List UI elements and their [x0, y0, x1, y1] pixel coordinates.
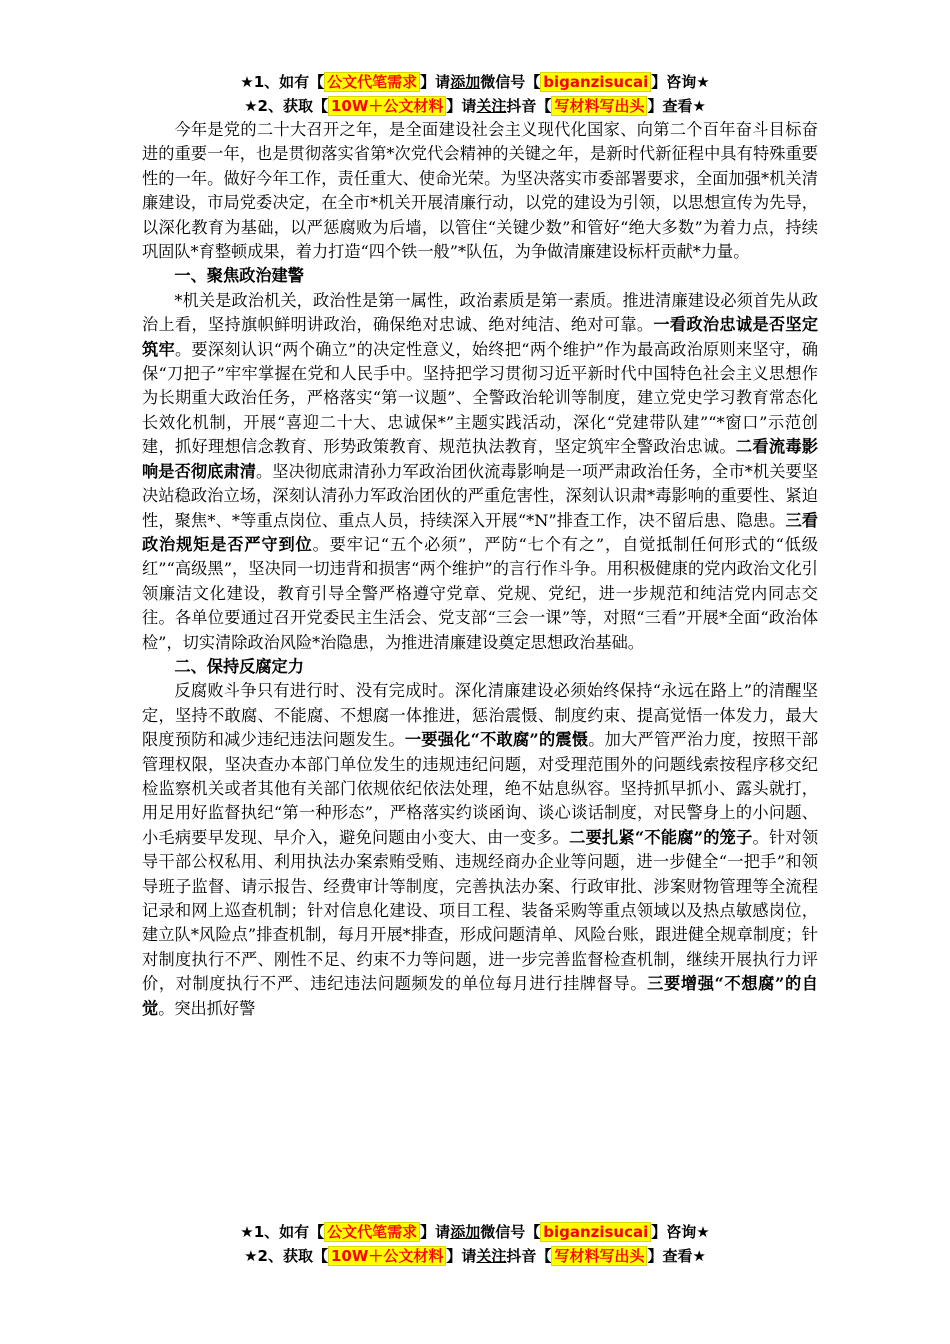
paragraph-text: 。加大严管严治力度，按照干部管理权限，坚决查办本部门单位发生的违规违纪问题，对受理范围外的问题线索按程序移交纪检监察机关或者其他有关部门依规依纪依法处理，绝不姑息纵容。坚持抓早抓小、露头就打，用足用好监督执纪“第一种形态”，严格落实约谈函询、谈心谈话制度，对民警身上的小问题、小毛病要早发现、早介入，避免问题由小变大、由一变多。	[142, 730, 818, 847]
bold-point: 三看政治规矩是否严守到位	[142, 510, 818, 554]
paragraph-text: *机关是政治机关，政治性是第一属性，政治素质是第一素质。推进清廉建设必须首先从政治上看，坚持旗帜鲜明讲政治，确保绝对忠诚、绝对纯洁、绝对可靠。	[142, 290, 818, 335]
banner-highlight: 10W＋公文材料	[328, 1246, 446, 1266]
banner-highlight: biganzisucai	[540, 1222, 651, 1242]
banner-text: ★1、如有【	[240, 73, 325, 91]
bold-point: 一要强化“不敢腐”的震慑	[404, 730, 589, 750]
bold-point: 二看流毒影响是否彻底肃清	[142, 437, 818, 481]
bold-point: 三要增强“不想腐”的自觉	[142, 974, 818, 1018]
banner-underline: 添加	[450, 1223, 481, 1241]
banner-text: 】请	[446, 97, 477, 115]
banner-text: 抖音【	[506, 97, 552, 115]
banner-underline: 添加	[450, 73, 481, 91]
banner-underline: 关注	[476, 97, 507, 115]
banner-text: ★2、获取【	[244, 1247, 328, 1265]
banner-highlight: biganzisucai	[540, 72, 651, 92]
bold-point: 一看政治忠诚是否坚定筑牢	[142, 315, 818, 359]
banner-ad-line-1	[0, 70, 950, 94]
banner-highlight: 写材料写出头	[551, 1246, 647, 1266]
section-2-paragraph	[142, 679, 818, 1021]
paragraph-text: 。坚决彻底肃清孙力军政治团伙流毒影响是一项严肃政治任务，全市*机关要坚决站稳政治立场，深刻认清孙力军政治团伙的严重危害性，深刻认识肃*毒影响的重要性、紧迫性，聚焦*、*等重点岗位、重点人员，持续深入开展“*N”排查工作，决不留后患、隐患。	[142, 461, 818, 530]
banner-ad-line-1-bottom	[0, 1220, 950, 1244]
banner-text: 】查看★	[647, 97, 706, 115]
banner-text: 】咨询★	[651, 1223, 710, 1241]
section-heading-2	[142, 655, 818, 679]
banner-text: 抖音【	[506, 1247, 552, 1265]
banner-text: 】请	[420, 1223, 451, 1241]
banner-text: 】咨询★	[651, 73, 710, 91]
section-heading-text: 二、保持反腐定力	[174, 656, 304, 676]
section-1-paragraph	[142, 289, 818, 655]
document-body	[142, 118, 818, 1216]
paragraph-text: 。要牢记“五个必须”，严防“七个有之”，自觉抵制任何形式的“低级红”“高级黑”，坚决同一切违背和损害“两个维护”的言行作斗争。用积极健康的党内政治文化引领廉洁文化建设，教育引导全警严格遵守党章、党规、党纪，进一步规范和纯洁党内同志交往。各单位要通过召开党委民主生活会、党支部“三会一课”等，对照“三看”开展*全面“政治体检”，切实清除政治风险*治隐患，为推进清廉建设奠定思想政治基础。	[142, 534, 818, 652]
paragraph-text: 。针对领导干部公权私用、利用执法办案索贿受贿、违规经商办企业等问题，进一步健全“一把手”和领导班子监督、请示报告、经费审计等制度，完善执法办案、行政审批、涉案财物管理等全流程记录和网上巡查机制；针对信息化建设、项目工程、装备采购等重点领域以及热点敏感岗位，建立队*风险点”排查机制，每月开展*排查，形成问题清单、风险台账，跟进健全规章制度；针对制度执行不严、刚性不足、约束不力等问题，进一步完善监督检查机制，继续开展执行力评价，对制度执行不严、违纪违法问题频发的单位每月进行挂牌督导。	[142, 827, 818, 994]
intro-paragraph: 今年是党的二十大召开之年，是全面建设社会主义现代化国家、向第二个百年奋斗目标奋进的重要一年，也是贯彻落实省第*次党代会精神的关键之年，是新时代新征程中具有特殊重要性的一年。做好今年工作，责任重大、使命光荣。为坚决落实市委部署要求，全面加强*机关清廉建设，市局党委决定，在全市*机关开展清廉行动，以党的建设为引领，以思想宣传为先导，以深化教育为基础，以严惩腐败为后墙，以管住“关键少数”和管好“绝大多数”为着力点，持续巩固队*育整顿成果，着力打造“四个铁一般”*队伍，为争做清廉建设标杆贡献*力量。	[142, 120, 818, 262]
paragraph-text: 。突出抓好警	[158, 998, 256, 1018]
banner-text: 微信号【	[480, 1223, 541, 1241]
banner-text: ★2、获取【	[244, 97, 328, 115]
bold-point: 二要扎紧“不能腐”的笼子	[569, 827, 753, 847]
banner-ad-line-2-bottom	[0, 1244, 950, 1268]
banner-highlight: 写材料写出头	[551, 96, 647, 116]
banner-highlight: 公文代笔需求	[324, 1222, 420, 1242]
banner-text: 】请	[420, 73, 451, 91]
banner-text: 微信号【	[480, 73, 541, 91]
paragraph-text: 。要深刻认识“两个确立”的决定性意义，始终把“两个维护”作为最高政治原则来坚守，确保“刀把子”牢牢掌握在党和人民手中。坚持把学习贯彻习近平新时代中国特色社会主义思想作为长期重大政治任务，严格落实“第一议题”、全警政治轮训等制度，建立党史学习教育常态化长效化机制，开展“喜迎二十大、忠诚保*”主题实践活动，深化“党建带队建”“*窗口”示范创建，抓好理想信念教育、形势政策教育、规范执法教育，坚定筑牢全警政治忠诚。	[142, 339, 818, 457]
paragraph-text: 反腐败斗争只有进行时、没有完成时。深化清廉建设必须始终保持“永远在路上”的清醒坚定，坚持不敢腐、不能腐、不想腐一体推进，惩治震慑、制度约束、提高觉悟一体发力，最大限度预防和减少违纪违法问题发生。	[142, 681, 818, 750]
banner-highlight: 10W＋公文材料	[328, 96, 446, 116]
banner-underline: 关注	[476, 1247, 507, 1265]
banner-text: 】查看★	[647, 1247, 706, 1265]
banner-text: ★1、如有【	[240, 1223, 325, 1241]
banner-ad-line-2	[0, 94, 950, 118]
section-heading-1	[142, 264, 818, 288]
section-heading-text: 一、聚焦政治建警	[174, 266, 304, 286]
banner-highlight: 公文代笔需求	[324, 72, 420, 92]
banner-text: 】请	[446, 1247, 477, 1265]
